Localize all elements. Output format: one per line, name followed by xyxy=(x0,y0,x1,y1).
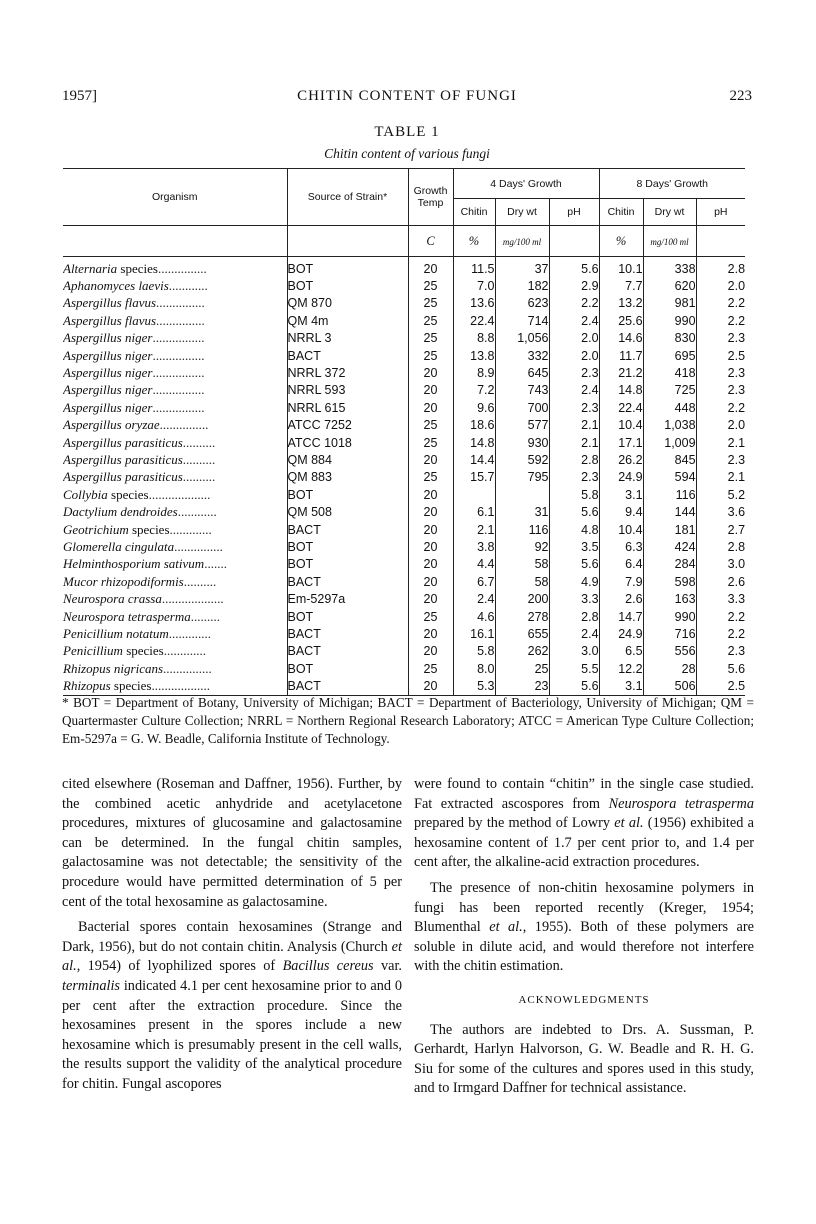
ph-8-cell: 5.2 xyxy=(696,486,745,503)
chitin-8-cell: 14.6 xyxy=(599,330,643,347)
temp-cell: 20 xyxy=(408,643,453,660)
chitin-8-cell: 14.7 xyxy=(599,608,643,625)
drywt-4-cell: 577 xyxy=(495,417,549,434)
drywt-4-cell: 1,056 xyxy=(495,330,549,347)
drywt-8-cell: 556 xyxy=(643,643,696,660)
chitin-4-cell: 14.8 xyxy=(453,434,495,451)
drywt-8-cell: 594 xyxy=(643,469,696,486)
table-row xyxy=(63,382,745,399)
chitin-8-cell: 6.3 xyxy=(599,538,643,555)
chitin-8-header: Chitin xyxy=(599,199,643,226)
ph-4-cell: 2.3 xyxy=(549,469,599,486)
source-cell: BOT xyxy=(287,556,408,573)
source-cell: ATCC 1018 xyxy=(287,434,408,451)
ph-8-cell: 2.7 xyxy=(696,521,745,538)
ph-4-cell: 2.8 xyxy=(549,451,599,468)
chitin-4-cell: 4.6 xyxy=(453,608,495,625)
drywt-4-cell: 25 xyxy=(495,660,549,677)
drywt-8-cell: 830 xyxy=(643,330,696,347)
chitin-4-cell: 15.7 xyxy=(453,469,495,486)
table-row xyxy=(63,486,745,503)
chitin-8-cell: 2.6 xyxy=(599,590,643,607)
chitin-4-cell: 5.8 xyxy=(453,643,495,660)
ph-4-cell: 4.8 xyxy=(549,521,599,538)
table-row xyxy=(63,556,745,573)
drywt-4-cell: 31 xyxy=(495,503,549,520)
drywt-8-cell: 1,009 xyxy=(643,434,696,451)
source-cell: NRRL 3 xyxy=(287,330,408,347)
chitin-4-cell: 7.2 xyxy=(453,382,495,399)
ph-8-cell: 2.3 xyxy=(696,330,745,347)
drywt-8-cell: 418 xyxy=(643,364,696,381)
chitin-4-cell: 8.8 xyxy=(453,330,495,347)
chitin-4-header: Chitin xyxy=(453,199,495,226)
source-cell: QM 883 xyxy=(287,469,408,486)
table-row xyxy=(63,347,745,364)
source-cell: QM 870 xyxy=(287,295,408,312)
source-cell: QM 884 xyxy=(287,451,408,468)
chitin-4-cell: 16.1 xyxy=(453,625,495,642)
temp-cell: 20 xyxy=(408,257,453,278)
table-row xyxy=(63,330,745,347)
ph-4-cell: 2.0 xyxy=(549,347,599,364)
ph-8-cell: 2.1 xyxy=(696,469,745,486)
drywt-8-cell: 990 xyxy=(643,312,696,329)
temp-cell: 25 xyxy=(408,295,453,312)
temp-cell: 20 xyxy=(408,382,453,399)
chitin-unit-8: % xyxy=(599,226,643,257)
chitin-8-cell: 24.9 xyxy=(599,625,643,642)
ph-4-cell: 5.8 xyxy=(549,486,599,503)
organism-cell: Rhizopus nigricans............... xyxy=(63,660,212,676)
chitin-8-cell: 12.2 xyxy=(599,660,643,677)
temp-cell: 20 xyxy=(408,364,453,381)
chitin-4-cell: 2.1 xyxy=(453,521,495,538)
organism-cell: Aspergillus niger................ xyxy=(63,399,205,415)
source-cell: BOT xyxy=(287,257,408,278)
running-title: CHITIN CONTENT OF FUNGI xyxy=(297,88,517,104)
table-row xyxy=(63,625,745,642)
source-cell: BACT xyxy=(287,521,408,538)
temp-cell: 20 xyxy=(408,451,453,468)
table-row xyxy=(63,643,745,660)
drywt-4-cell: 655 xyxy=(495,625,549,642)
source-cell: NRRL 615 xyxy=(287,399,408,416)
temp-cell: 25 xyxy=(408,347,453,364)
table-body xyxy=(63,257,745,696)
ph-8-cell: 2.0 xyxy=(696,277,745,294)
table-row xyxy=(63,590,745,607)
temp-cell: 20 xyxy=(408,538,453,555)
ph-8-cell: 2.2 xyxy=(696,312,745,329)
left-column xyxy=(62,775,402,1095)
source-cell: NRRL 593 xyxy=(287,382,408,399)
ph-8-cell: 2.2 xyxy=(696,608,745,625)
source-cell: BOT xyxy=(287,608,408,625)
chitin-table xyxy=(63,168,745,696)
table-row xyxy=(63,521,745,538)
source-cell: BOT xyxy=(287,538,408,555)
temp-cell: 20 xyxy=(408,590,453,607)
drywt-8-cell: 725 xyxy=(643,382,696,399)
drywt-4-cell xyxy=(495,486,549,503)
source-cell: BACT xyxy=(287,643,408,660)
source-cell: BOT xyxy=(287,660,408,677)
source-cell: QM 4m xyxy=(287,312,408,329)
ph-4-cell: 5.6 xyxy=(549,503,599,520)
ph-4-cell: 2.4 xyxy=(549,625,599,642)
left-paragraph-1: cited elsewhere (Roseman and Daffner, 1956). Further, by the combined acetic anhydride and acetylacetone procedures, mixtures of glucosamine and galactosamine can be determined. In the fungal chitin samples, galactosamine was not detectable; the sensitivity of the procedure would have permitted determination of 5 per cent of the total hexosamine as galactosamine. xyxy=(62,776,402,910)
ph-8-cell: 3.3 xyxy=(696,590,745,607)
right-paragraph-1: were found to contain “chitin” in the single case studied. Fat extracted ascospores from Neurospora tetrasperma prepared by the method of Lowry et al. (1956) exhibited a hexosamine content of 1.7 per cent prior to, and 1.4 per cent after, the alkaline-acid extraction procedures. xyxy=(414,776,754,871)
chitin-8-cell: 22.4 xyxy=(599,399,643,416)
table-row xyxy=(63,608,745,625)
ph-4-cell: 2.0 xyxy=(549,330,599,347)
organism-cell: Dactylium dendroides............ xyxy=(63,504,217,520)
chitin-4-cell: 13.6 xyxy=(453,295,495,312)
source-cell: ATCC 7252 xyxy=(287,417,408,434)
drywt-unit-8: mg/100 ml xyxy=(650,237,689,247)
table-row xyxy=(63,257,745,278)
chitin-4-cell: 2.4 xyxy=(453,590,495,607)
ph-4-cell: 3.3 xyxy=(549,590,599,607)
drywt-8-cell: 620 xyxy=(643,277,696,294)
drywt-4-cell: 930 xyxy=(495,434,549,451)
temp-cell: 25 xyxy=(408,660,453,677)
chitin-4-cell: 8.9 xyxy=(453,364,495,381)
table-row xyxy=(63,660,745,677)
organism-cell: Aphanomyces laevis............ xyxy=(63,278,208,294)
table-row xyxy=(63,295,745,312)
source-cell: BACT xyxy=(287,573,408,590)
ph-8-cell: 2.6 xyxy=(696,573,745,590)
chitin-unit-4: % xyxy=(453,226,495,257)
acknowledgments-text: The authors are indebted to Drs. A. Sussman, P. Gerhardt, Harlyn Halvorson, G. W. Beadle and R. H. G. Siu for some of the cultures and spores used in this study, and to Irmgard Daffner for technical assistance. xyxy=(414,1021,754,1097)
right-paragraph-2: The presence of non-chitin hexosamine polymers in fungi has been reported recently (Kreger, 1954; Blumenthal et al., 1955). Both of these polymers are soluble in dilute acid, and would therefore not interfere with the chitin estimation. xyxy=(414,879,754,975)
ph-8-cell: 2.1 xyxy=(696,434,745,451)
organism-cell: Penicillium notatum............. xyxy=(63,625,212,641)
right-column xyxy=(414,775,754,1099)
ph-8-cell: 2.5 xyxy=(696,347,745,364)
drywt-4-cell: 795 xyxy=(495,469,549,486)
ph-4-cell: 2.1 xyxy=(549,434,599,451)
ph-8-cell: 2.2 xyxy=(696,295,745,312)
organism-header: Organism xyxy=(151,191,198,203)
temp-cell: 25 xyxy=(408,330,453,347)
drywt-8-cell: 598 xyxy=(643,573,696,590)
chitin-8-cell: 6.4 xyxy=(599,556,643,573)
ph-4-cell: 2.2 xyxy=(549,295,599,312)
chitin-8-cell: 7.9 xyxy=(599,573,643,590)
four-days-header: 4 Days' Growth xyxy=(453,169,599,199)
chitin-8-cell: 6.5 xyxy=(599,643,643,660)
table-caption: Chitin content of various fungi xyxy=(324,146,490,161)
drywt-4-cell: 37 xyxy=(495,257,549,278)
organism-cell: Aspergillus niger................ xyxy=(63,365,205,381)
chitin-8-cell: 10.4 xyxy=(599,417,643,434)
source-cell: NRRL 372 xyxy=(287,364,408,381)
table-row xyxy=(63,469,745,486)
drywt-4-cell: 743 xyxy=(495,382,549,399)
chitin-4-cell: 6.7 xyxy=(453,573,495,590)
table-row xyxy=(63,503,745,520)
temp-cell: 20 xyxy=(408,556,453,573)
temp-cell: 20 xyxy=(408,573,453,590)
ph-4-cell: 2.8 xyxy=(549,608,599,625)
ph-4-cell: 2.1 xyxy=(549,417,599,434)
table-row xyxy=(63,364,745,381)
temp-cell: 20 xyxy=(408,486,453,503)
table-row xyxy=(63,573,745,590)
drywt-4-cell: 58 xyxy=(495,573,549,590)
table-label: TABLE 1 xyxy=(374,124,440,140)
chitin-4-cell: 6.1 xyxy=(453,503,495,520)
temp-cell: 20 xyxy=(408,399,453,416)
drywt-4-cell: 592 xyxy=(495,451,549,468)
chitin-8-cell: 9.4 xyxy=(599,503,643,520)
organism-cell: Alternaria species............... xyxy=(63,260,207,276)
ph-4-cell: 5.6 xyxy=(549,556,599,573)
drywt-8-header: Dry wt xyxy=(643,199,696,226)
drywt-4-cell: 23 xyxy=(495,677,549,695)
table-row xyxy=(63,434,745,451)
temp-unit: C xyxy=(408,226,453,257)
temp-cell: 25 xyxy=(408,417,453,434)
ph-4-cell: 2.4 xyxy=(549,312,599,329)
drywt-8-cell: 1,038 xyxy=(643,417,696,434)
ph-4-cell: 3.5 xyxy=(549,538,599,555)
drywt-4-cell: 645 xyxy=(495,364,549,381)
organism-cell: Aspergillus parasiticus.......... xyxy=(63,451,216,467)
drywt-4-header: Dry wt xyxy=(495,199,549,226)
source-header: Source of Strain* xyxy=(287,169,408,226)
organism-cell: Mucor rhizopodiformis.......... xyxy=(63,573,217,589)
chitin-8-cell: 3.1 xyxy=(599,677,643,695)
drywt-4-cell: 58 xyxy=(495,556,549,573)
organism-cell: Aspergillus niger................ xyxy=(63,347,205,363)
chitin-8-cell: 3.1 xyxy=(599,486,643,503)
source-cell: BACT xyxy=(287,677,408,695)
chitin-4-cell: 5.3 xyxy=(453,677,495,695)
drywt-4-cell: 116 xyxy=(495,521,549,538)
ph-8-cell: 3.6 xyxy=(696,503,745,520)
growth-temp-header: Growth Temp xyxy=(408,169,453,226)
table-row xyxy=(63,451,745,468)
temp-cell: 25 xyxy=(408,434,453,451)
chitin-4-cell: 8.0 xyxy=(453,660,495,677)
drywt-4-cell: 714 xyxy=(495,312,549,329)
chitin-4-cell xyxy=(453,486,495,503)
organism-cell: Aspergillus niger................ xyxy=(63,330,205,346)
temp-cell: 25 xyxy=(408,608,453,625)
drywt-8-cell: 506 xyxy=(643,677,696,695)
temp-cell: 20 xyxy=(408,521,453,538)
chitin-4-cell: 18.6 xyxy=(453,417,495,434)
organism-cell: Neurospora crassa................... xyxy=(63,591,224,607)
table-row xyxy=(63,277,745,294)
chitin-8-cell: 21.2 xyxy=(599,364,643,381)
chitin-8-cell: 7.7 xyxy=(599,277,643,294)
temp-cell: 20 xyxy=(408,503,453,520)
organism-cell: Collybia species................... xyxy=(63,486,211,502)
organism-cell: Rhizopus species.................. xyxy=(63,678,210,694)
drywt-4-cell: 182 xyxy=(495,277,549,294)
ph-4-header: pH xyxy=(549,199,599,226)
drywt-8-cell: 163 xyxy=(643,590,696,607)
drywt-8-cell: 990 xyxy=(643,608,696,625)
organism-cell: Penicillium species............. xyxy=(63,643,206,659)
drywt-8-cell: 28 xyxy=(643,660,696,677)
table-footnote: * BOT = Department of Botany, University of Michigan; BACT = Department of Bacteriology, University of Michigan; QM = Quartermaster Culture Collection; NRRL = Northern Regional Research Laboratory; ATCC = American Type Culture Collection; Em-5297a = G. W. Beadle, California Institute of Technology. xyxy=(62,695,754,746)
organism-cell: Helminthosporium sativum....... xyxy=(63,556,227,572)
header-year: 1957] xyxy=(62,88,97,104)
chitin-8-cell: 14.8 xyxy=(599,382,643,399)
ph-4-cell: 4.9 xyxy=(549,573,599,590)
drywt-4-cell: 262 xyxy=(495,643,549,660)
drywt-8-cell: 284 xyxy=(643,556,696,573)
ph-8-cell: 2.3 xyxy=(696,364,745,381)
page-number: 223 xyxy=(729,88,752,104)
source-cell: QM 508 xyxy=(287,503,408,520)
drywt-8-cell: 845 xyxy=(643,451,696,468)
ph-4-cell: 3.0 xyxy=(549,643,599,660)
drywt-8-cell: 448 xyxy=(643,399,696,416)
organism-cell: Neurospora tetrasperma......... xyxy=(63,608,220,624)
table-row xyxy=(63,312,745,329)
table-row xyxy=(63,417,745,434)
organism-cell: Aspergillus niger................ xyxy=(63,382,205,398)
ph-8-cell: 3.0 xyxy=(696,556,745,573)
ph-4-cell: 5.6 xyxy=(549,257,599,278)
drywt-8-cell: 116 xyxy=(643,486,696,503)
ph-8-cell: 2.3 xyxy=(696,451,745,468)
source-cell: BACT xyxy=(287,625,408,642)
chitin-8-cell: 26.2 xyxy=(599,451,643,468)
drywt-4-cell: 623 xyxy=(495,295,549,312)
drywt-4-cell: 332 xyxy=(495,347,549,364)
ph-4-cell: 2.3 xyxy=(549,364,599,381)
ph-4-cell: 2.4 xyxy=(549,382,599,399)
ph-8-cell: 5.6 xyxy=(696,660,745,677)
temp-cell: 20 xyxy=(408,625,453,642)
table-row xyxy=(63,538,745,555)
drywt-4-cell: 700 xyxy=(495,399,549,416)
source-cell: BACT xyxy=(287,347,408,364)
drywt-8-cell: 338 xyxy=(643,257,696,278)
page-header xyxy=(62,88,752,110)
drywt-8-cell: 695 xyxy=(643,347,696,364)
temp-cell: 25 xyxy=(408,277,453,294)
organism-cell: Aspergillus parasiticus.......... xyxy=(63,434,216,450)
chitin-4-cell: 7.0 xyxy=(453,277,495,294)
ph-4-cell: 2.3 xyxy=(549,399,599,416)
drywt-4-cell: 92 xyxy=(495,538,549,555)
chitin-4-cell: 11.5 xyxy=(453,257,495,278)
ph-8-cell: 2.5 xyxy=(696,677,745,695)
table-row xyxy=(63,677,745,695)
chitin-8-cell: 10.4 xyxy=(599,521,643,538)
source-cell: Em-5297a xyxy=(287,590,408,607)
ph-8-cell: 2.0 xyxy=(696,417,745,434)
organism-cell: Glomerella cingulata............... xyxy=(63,538,223,554)
chitin-4-cell: 9.6 xyxy=(453,399,495,416)
ph-8-header: pH xyxy=(696,199,745,226)
organism-cell: Aspergillus flavus............... xyxy=(63,312,205,328)
chitin-8-cell: 17.1 xyxy=(599,434,643,451)
ph-4-cell: 2.9 xyxy=(549,277,599,294)
ph-8-cell: 2.8 xyxy=(696,538,745,555)
source-cell: BOT xyxy=(287,277,408,294)
organism-cell: Aspergillus parasiticus.......... xyxy=(63,469,216,485)
source-cell: BOT xyxy=(287,486,408,503)
drywt-8-cell: 181 xyxy=(643,521,696,538)
ph-8-cell: 2.3 xyxy=(696,643,745,660)
chitin-4-cell: 22.4 xyxy=(453,312,495,329)
chitin-8-cell: 24.9 xyxy=(599,469,643,486)
temp-cell: 20 xyxy=(408,677,453,695)
ph-8-cell: 2.2 xyxy=(696,625,745,642)
chitin-8-cell: 10.1 xyxy=(599,257,643,278)
table-row xyxy=(63,399,745,416)
chitin-4-cell: 4.4 xyxy=(453,556,495,573)
chitin-8-cell: 11.7 xyxy=(599,347,643,364)
chitin-4-cell: 3.8 xyxy=(453,538,495,555)
organism-cell: Aspergillus oryzae............... xyxy=(63,417,209,433)
ph-8-cell: 2.8 xyxy=(696,257,745,278)
organism-cell: Geotrichium species............. xyxy=(63,521,212,537)
drywt-8-cell: 981 xyxy=(643,295,696,312)
organism-cell: Aspergillus flavus............... xyxy=(63,295,205,311)
drywt-unit-4: mg/100 ml xyxy=(502,237,542,247)
ph-8-cell: 2.3 xyxy=(696,382,745,399)
left-paragraph-2: Bacterial spores contain hexosamines (Strange and Dark, 1956), but do not contain chitin. Analysis (Church et al., 1954) of lyophilized spores of Bacillus cereus var. terminalis indicated 4.1 per cent hexosamine prior to and 0 per cent after the extraction procedure. Since the hexosamines present in the spores include a new hexosamine which is presumably present in the cell walls, the results support the validity of the analytical procedure for chitin. Fungal ascopores xyxy=(62,919,402,1092)
chitin-8-cell: 25.6 xyxy=(599,312,643,329)
ph-8-cell: 2.2 xyxy=(696,399,745,416)
drywt-8-cell: 716 xyxy=(643,625,696,642)
ph-4-cell: 5.6 xyxy=(549,677,599,695)
chitin-8-cell: 13.2 xyxy=(599,295,643,312)
temp-cell: 25 xyxy=(408,312,453,329)
drywt-8-cell: 144 xyxy=(643,503,696,520)
ph-4-cell: 5.5 xyxy=(549,660,599,677)
drywt-8-cell: 424 xyxy=(643,538,696,555)
drywt-4-cell: 200 xyxy=(495,590,549,607)
drywt-4-cell: 278 xyxy=(495,608,549,625)
chitin-4-cell: 14.4 xyxy=(453,451,495,468)
chitin-4-cell: 13.8 xyxy=(453,347,495,364)
temp-cell: 25 xyxy=(408,469,453,486)
acknowledgments-heading: ACKNOWLEDGMENTS xyxy=(518,993,650,1006)
eight-days-header: 8 Days' Growth xyxy=(599,169,745,199)
